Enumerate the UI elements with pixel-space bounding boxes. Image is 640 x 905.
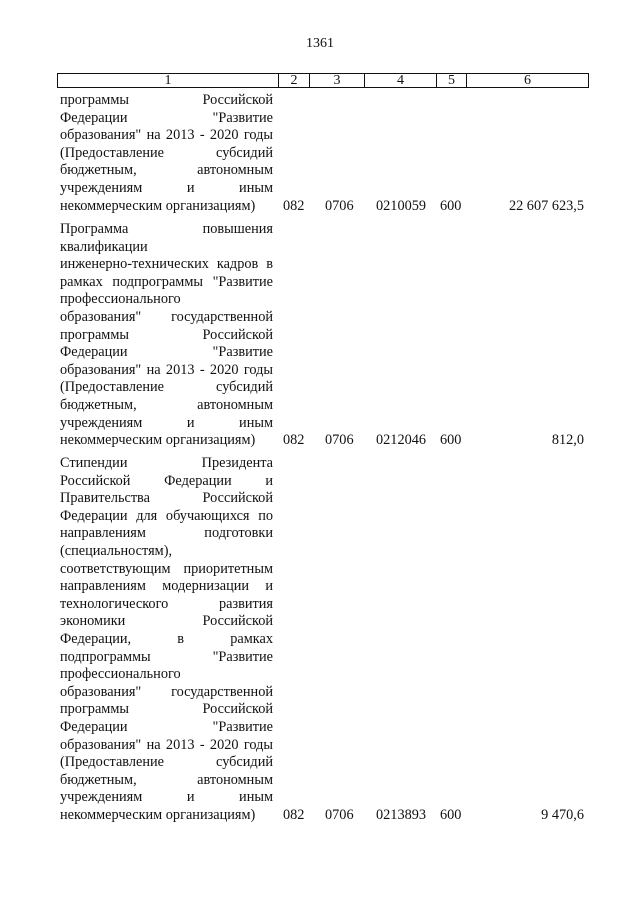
description-line: Федерации "Развитие [60, 718, 273, 735]
description-line: профессионального [60, 666, 181, 683]
section-code: 0706 [325, 807, 354, 823]
description-line: квалификации [60, 238, 148, 255]
ministry-code: 082 [283, 807, 305, 823]
description-line: программы Российской [60, 701, 273, 718]
expense-type-code: 600 [440, 807, 462, 823]
description-line: образования" на 2013 - 2020 годы [60, 361, 273, 378]
description-line: Федерации "Развитие [60, 344, 273, 361]
header-col-4: 4 [364, 74, 436, 87]
description-line: инженерно-технических кадров в [60, 256, 273, 273]
header-col-5: 5 [436, 74, 466, 87]
amount-value: 22 607 623,5 [508, 197, 584, 214]
description-line: программы Российской [60, 326, 273, 343]
target-article-code: 0213893 [376, 807, 427, 823]
expense-type-code: 600 [440, 432, 462, 449]
description-line: бюджетным, автономным [60, 162, 273, 179]
description-line: рамках подпрограммы "Развитие [60, 273, 273, 290]
table-header [57, 73, 589, 88]
header-col-3: 3 [309, 74, 364, 87]
description-line: направлениям модернизации и [60, 578, 273, 595]
ministry-code: 082 [283, 432, 305, 449]
description-line: технологического развития [60, 595, 273, 612]
header-col-2: 2 [278, 74, 309, 87]
section-code: 0706 [325, 432, 354, 449]
description-line: Федерации, в рамках [60, 630, 273, 647]
row-description [60, 455, 273, 824]
target-article-code: 0212046 [376, 432, 427, 449]
description-line: профессионального [60, 291, 181, 308]
description-line: (специальностям), [60, 542, 173, 559]
description-line: Программа повышения [60, 221, 273, 237]
description-line: Федерации для обучающихся по [60, 507, 273, 524]
expense-type-code: 600 [440, 197, 462, 214]
description-line: подпрограммы "Развитие [60, 648, 273, 665]
description-line: Правительства Российской [60, 490, 273, 507]
description-line: (Предоставление субсидий [60, 144, 273, 161]
description-line: образования" государственной [60, 683, 273, 700]
page-number: 1361 [306, 36, 334, 51]
description-line: некоммерческим организациям) [60, 432, 256, 449]
description-line: соответствующим приоритетным [60, 560, 273, 577]
ministry-code: 082 [283, 197, 305, 214]
description-line: (Предоставление субсидий [60, 379, 273, 396]
row-description [60, 221, 273, 450]
description-line: учреждениям и иным [60, 414, 273, 431]
description-line: бюджетным, автономным [60, 396, 273, 413]
description-line: учреждениям и иным [60, 789, 273, 806]
amount-value: 9 470,6 [541, 807, 584, 823]
description-line: образования" государственной [60, 308, 273, 325]
description-line: некоммерческим организациям) [60, 806, 256, 823]
description-line: образования" на 2013 - 2020 годы [60, 127, 273, 144]
description-line: экономики Российской [60, 613, 273, 630]
description-line: (Предоставление субсидий [60, 754, 273, 771]
description-line: направлениям подготовки [60, 525, 273, 542]
description-line: бюджетным, автономным [60, 771, 273, 788]
description-line: некоммерческим организациям) [60, 197, 256, 214]
row-description [60, 92, 273, 215]
header-col-1: 1 [164, 73, 172, 88]
header-col-6: 6 [466, 74, 588, 87]
amount-value: 812,0 [551, 432, 584, 449]
description-line: Стипендии Президента [60, 455, 273, 471]
section-code: 0706 [325, 197, 354, 214]
target-article-code: 0210059 [376, 197, 427, 214]
description-line: учреждениям и иным [60, 179, 273, 196]
description-line: Российской Федерации и [60, 472, 273, 489]
description-line: образования" на 2013 - 2020 годы [60, 736, 273, 753]
description-line: программы Российской [60, 92, 273, 108]
description-line: Федерации "Развитие [60, 109, 273, 126]
